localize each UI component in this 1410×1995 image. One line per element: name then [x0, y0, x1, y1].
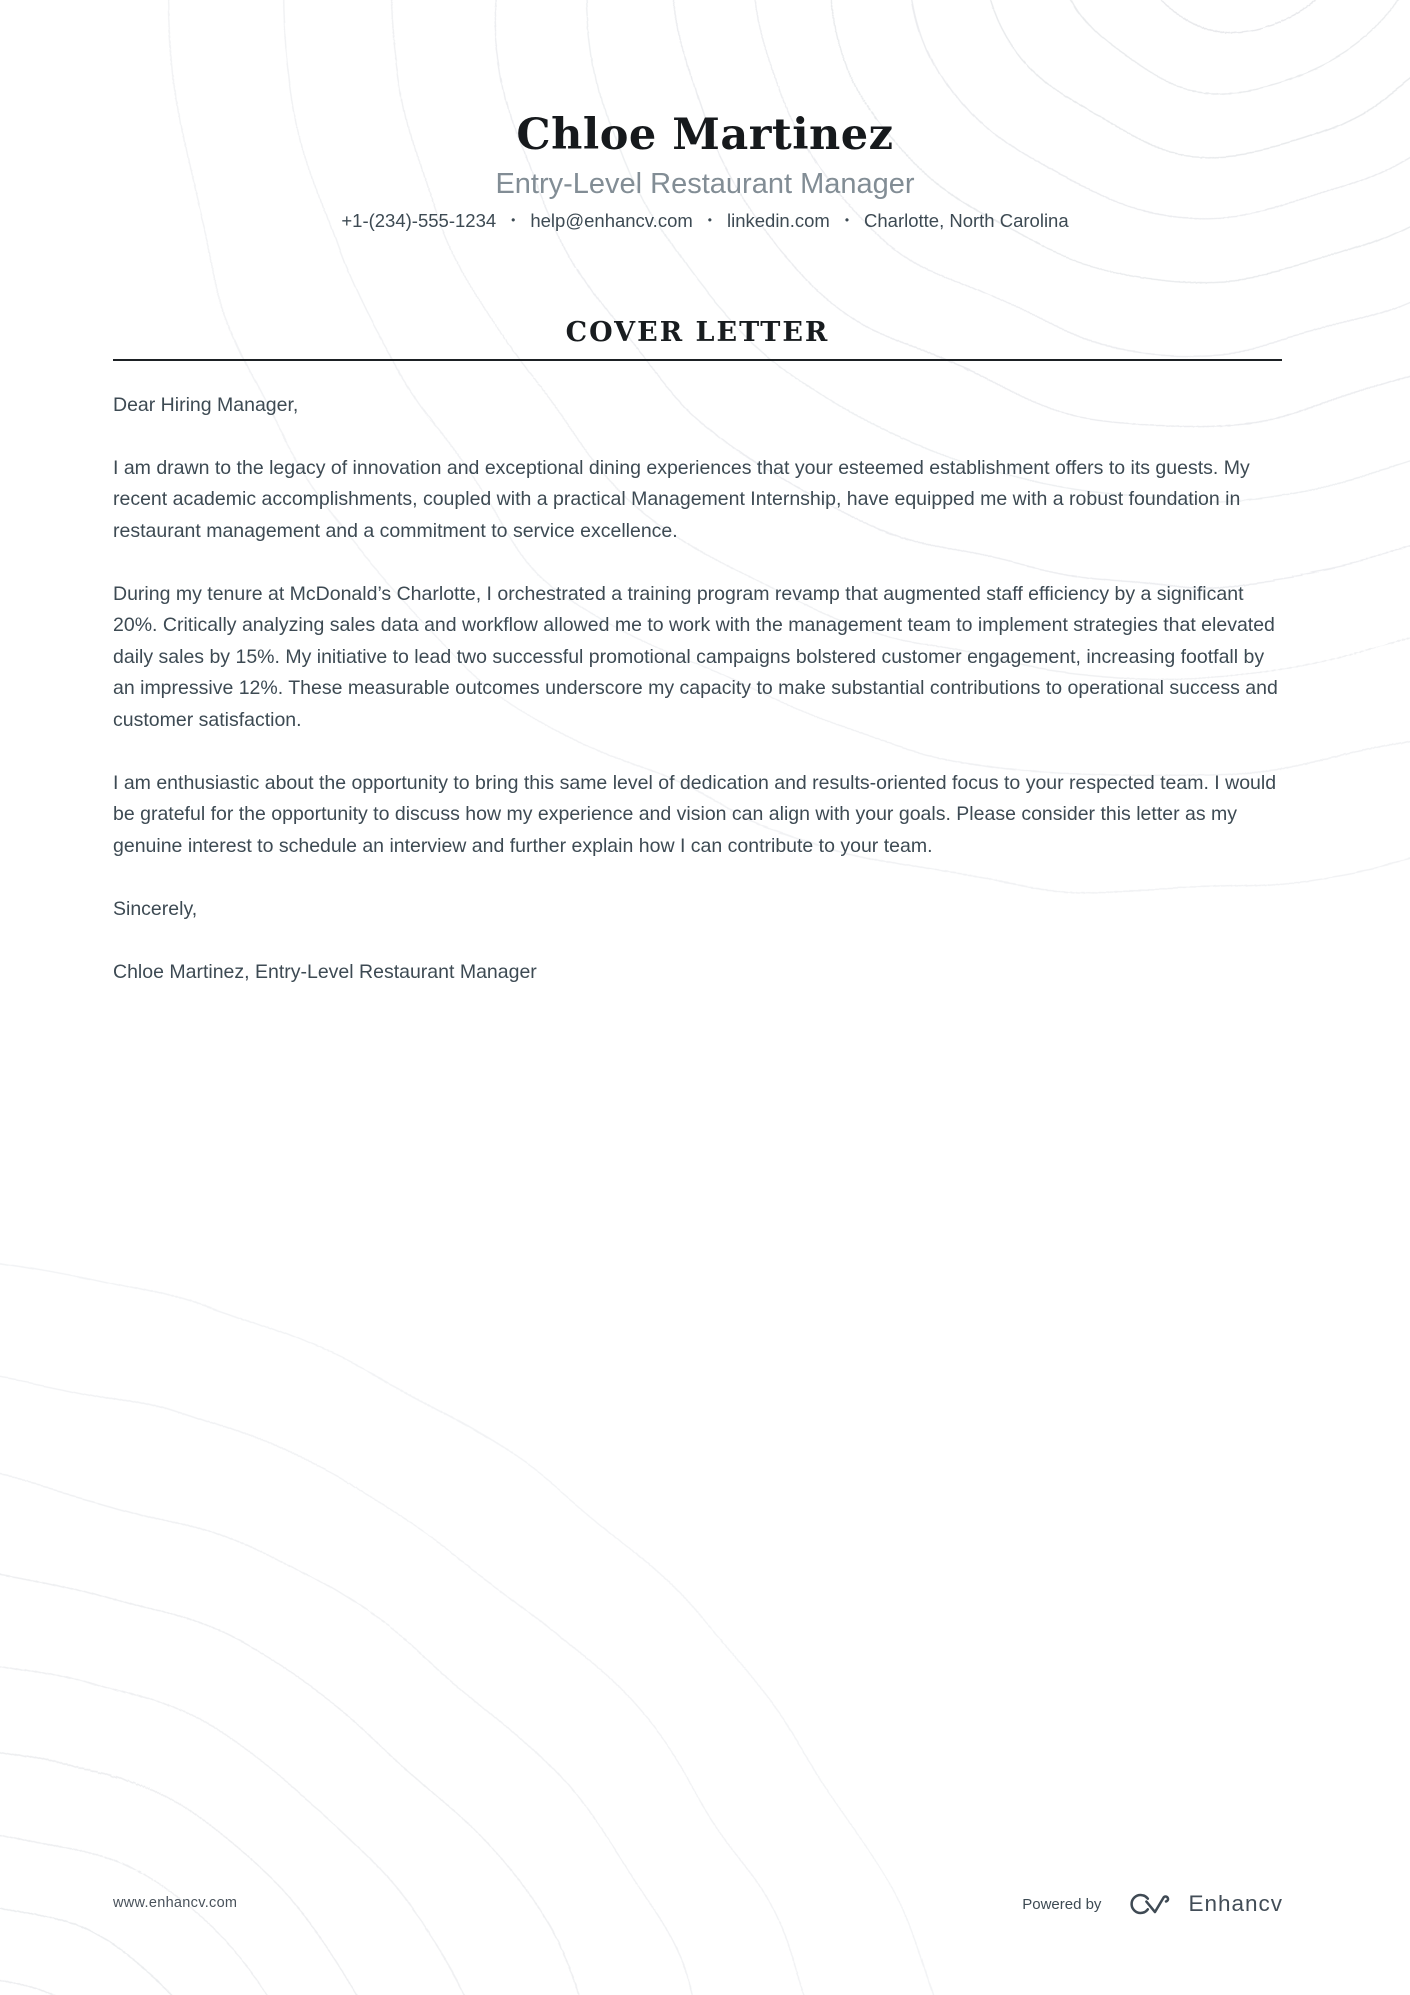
contact-location: Charlotte, North Carolina	[864, 210, 1069, 232]
letter-paragraph: I am enthusiastic about the opportunity to bring this same level of dedication and results-oriented focus to your respected team. I would be grateful for the opportunity to discuss how my experience and vision can align with your goals. Please consider this letter as my genuine interest to schedule an interview and further explain how I can contribute to your team.	[113, 771, 1277, 857]
contact-phone: +1-(234)-555-1234	[341, 210, 497, 232]
powered-by-group	[1022, 1889, 1283, 1919]
dot-separator-icon: •	[844, 213, 850, 228]
letter-body	[113, 390, 1282, 989]
website-url: www.enhancv.com	[113, 1894, 238, 1911]
dot-separator-icon: •	[511, 213, 516, 228]
candidate-name: Chloe Martinez	[516, 110, 894, 160]
document-header	[0, 0, 1410, 233]
enhancv-brand-name: Enhancv	[1188, 1891, 1283, 1916]
letter-paragraph: During my tenure at McDonald’s Charlotte, I orchestrated a training program revamp that augmented staff efficiency by a significant 20%. Critically analyzing sales data and workflow allowed me to work with the management team to implement strategies that elevated daily sales by 15%. My initiative to lead two successful promotional campaigns bolstered customer engagement, increasing footfall by an impressive 12%. These measurable outcomes underscore my capacity to make substantial contributions to operational success and customer satisfaction.	[113, 582, 1278, 731]
salutation: Dear Hiring Manager,	[113, 393, 299, 416]
section-divider-line	[113, 359, 1282, 361]
candidate-job-title: Entry-Level Restaurant Manager	[495, 167, 915, 200]
cover-letter-section-header	[113, 317, 1282, 360]
contact-email: help@enhancv.com	[530, 210, 693, 232]
signature-line: Chloe Martinez, Entry-Level Restaurant Manager	[113, 960, 537, 983]
powered-by-label: Powered by	[1022, 1895, 1102, 1913]
contact-linkedin: linkedin.com	[726, 210, 830, 232]
closing: Sincerely,	[113, 897, 198, 920]
enhancv-logo-icon	[1127, 1890, 1174, 1918]
letter-paragraph: I am drawn to the legacy of innovation and exceptional dining experiences that your esteemed establishment offers to its guests. My recent academic accomplishments, coupled with a practical Management Internship, have equipped me with a robust foundation in restaurant management and a commitment to service excellence.	[113, 456, 1250, 542]
section-title: COVER LETTER	[565, 317, 830, 349]
contact-info-row	[0, 208, 1410, 233]
dot-separator-icon: •	[707, 213, 712, 228]
